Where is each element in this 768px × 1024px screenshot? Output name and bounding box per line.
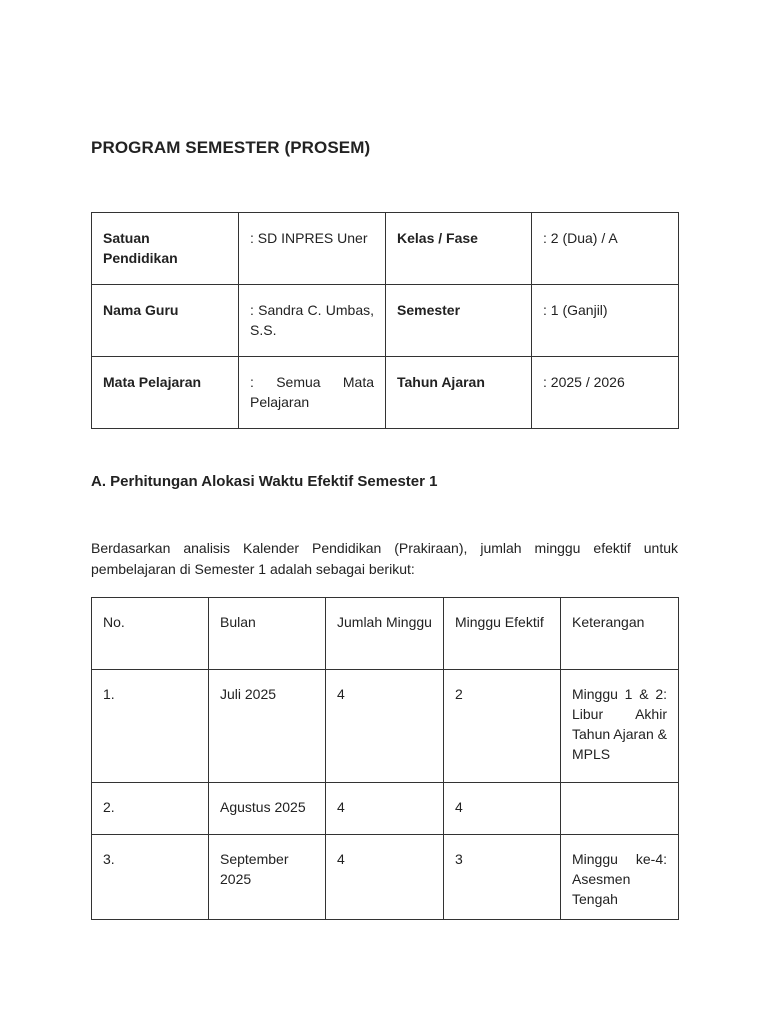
allocation-table — [91, 597, 679, 920]
cell-no: 1. — [92, 670, 209, 783]
value-kelas-fase: : 2 (Dua) / A — [532, 213, 679, 285]
column-header: Keterangan — [561, 598, 679, 670]
label-satuan-pendidikan: Satuan Pendidikan — [92, 213, 239, 285]
cell-keterangan: Minggu ke-4: Asesmen Tengah — [561, 835, 679, 920]
column-header: Bulan — [209, 598, 326, 670]
column-header: Jumlah Minggu — [326, 598, 444, 670]
cell-minggu-efektif: 4 — [444, 783, 561, 835]
column-header: No. — [92, 598, 209, 670]
page-title: PROGRAM SEMESTER (PROSEM) — [91, 138, 371, 157]
table-header-row — [92, 598, 679, 670]
identity-table — [91, 212, 679, 429]
cell-keterangan — [561, 783, 679, 835]
value-satuan-pendidikan: : SD INPRES Uner — [239, 213, 386, 285]
label-kelas-fase: Kelas / Fase — [386, 213, 532, 285]
section-paragraph: Berdasarkan analisis Kalender Pendidikan (Prakiraan), jumlah minggu efektif untuk pembelajaran di Semester 1 adalah sebagai berikut: — [91, 540, 678, 577]
value-mata-pelajaran: : Semua Mata Pelajaran — [239, 357, 386, 429]
table-row — [92, 783, 679, 835]
cell-bulan: Juli 2025 — [209, 670, 326, 783]
value-tahun-ajaran: : 2025 / 2026 — [532, 357, 679, 429]
table-row — [92, 285, 679, 357]
label-semester: Semester — [386, 285, 532, 357]
label-nama-guru: Nama Guru — [92, 285, 239, 357]
cell-bulan: Agustus 2025 — [209, 783, 326, 835]
cell-minggu-efektif: 2 — [444, 670, 561, 783]
cell-jumlah-minggu: 4 — [326, 670, 444, 783]
value-nama-guru: : Sandra C. Umbas, S.S. — [239, 285, 386, 357]
table-row — [92, 213, 679, 285]
table-row — [92, 357, 679, 429]
section-heading: A. Perhitungan Alokasi Waktu Efektif Semester 1 — [91, 473, 438, 490]
cell-no: 2. — [92, 783, 209, 835]
value-semester: : 1 (Ganjil) — [532, 285, 679, 357]
column-header: Minggu Efektif — [444, 598, 561, 670]
cell-minggu-efektif: 3 — [444, 835, 561, 920]
table-row — [92, 835, 679, 920]
cell-bulan: September 2025 — [209, 835, 326, 920]
label-mata-pelajaran: Mata Pelajaran — [92, 357, 239, 429]
cell-no: 3. — [92, 835, 209, 920]
table-row — [92, 670, 679, 783]
cell-jumlah-minggu: 4 — [326, 835, 444, 920]
cell-jumlah-minggu: 4 — [326, 783, 444, 835]
label-tahun-ajaran: Tahun Ajaran — [386, 357, 532, 429]
cell-keterangan: Minggu 1 & 2: Libur Akhir Tahun Ajaran & MPLS — [561, 670, 679, 783]
